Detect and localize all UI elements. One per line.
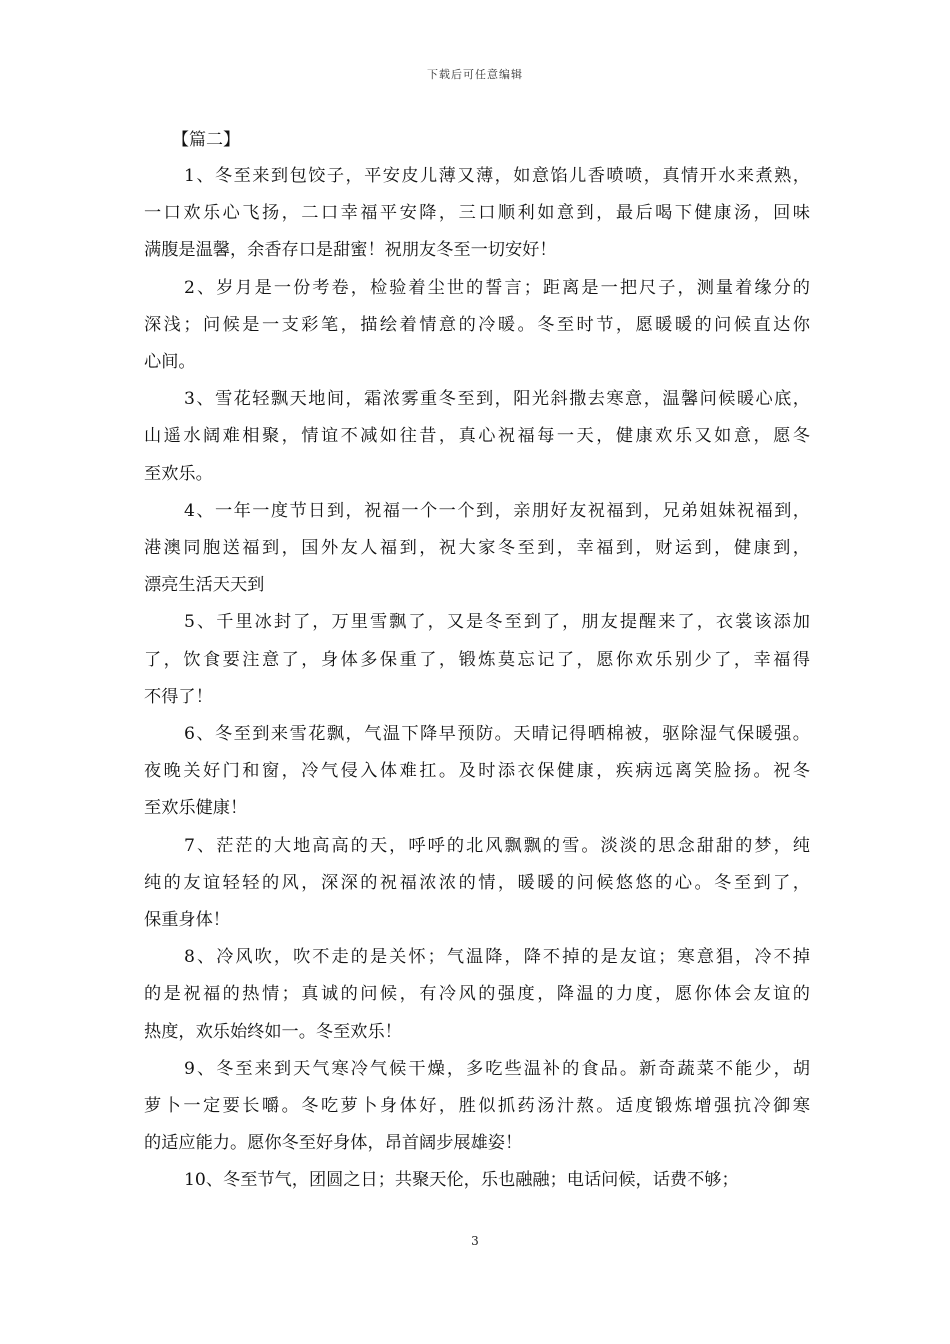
paragraph-line: 心间。: [144, 352, 196, 373]
paragraph-list: [144, 158, 810, 1200]
paragraph-line: 萝卜一定要长嚼。冬吃萝卜身体好，胜似抓药汤汁熬。适度锻炼增强抗冷御寒: [144, 1096, 810, 1117]
paragraph-line: 满腹是温馨，余香存口是甜蜜！祝朋友冬至一切安好！: [144, 240, 557, 261]
paragraph-line: 5、千里冰封了，万里雪飘了，又是冬至到了，朋友提醒来了，衣裳该添加: [184, 612, 810, 633]
paragraph: [144, 716, 810, 828]
paragraph-line: 1、冬至来到包饺子，平安皮儿薄又薄，如意馅儿香喷喷，真情开水来煮熟，: [184, 166, 810, 186]
section-title: 【篇二】: [172, 130, 240, 150]
paragraph-line: 山遥水阔难相聚，情谊不减如往昔，真心祝福每一天，健康欢乐又如意，愿冬: [144, 426, 810, 447]
paragraph-line: 4、一年一度节日到，祝福一个一个到，亲朋好友祝福到，兄弟姐妹祝福到，: [184, 500, 810, 521]
paragraph-line: 3、雪花轻飘天地间，霜浓雾重冬至到，阳光斜撒去寒意，温馨问候暖心底，: [184, 389, 810, 410]
paragraph-line: 的是祝福的热情；真诚的问候，有冷风的强度，降温的力度，愿你体会友谊的: [144, 984, 810, 1005]
paragraph: [144, 493, 810, 605]
paragraph-line: 不得了！: [144, 686, 213, 707]
paragraph: [144, 939, 810, 1051]
paragraph-line: 了，饮食要注意了，身体多保重了，锻炼莫忘记了，愿你欢乐别少了，幸福得: [144, 649, 810, 670]
paragraph-line: 漂亮生活天天到: [144, 575, 265, 596]
paragraph: [144, 158, 810, 270]
paragraph: [144, 270, 810, 382]
paragraph: [144, 381, 810, 493]
paragraph-line: 9、冬至来到天气寒冷气候干燥，多吃些温补的食品。新奇蔬菜不能少，胡: [184, 1058, 810, 1079]
paragraph-line: 6、冬至到来雪花飘，气温下降早预防。天晴记得晒棉被，驱除湿气保暖强。: [184, 724, 810, 745]
paragraph-line: 至欢乐健康！: [144, 798, 248, 819]
paragraph-line: 7、茫茫的大地高高的天，呼呼的北风飘飘的雪。淡淡的思念甜甜的梦，纯: [184, 835, 810, 856]
paragraph: [144, 1162, 810, 1199]
page-header: 下载后可任意编辑: [427, 68, 523, 81]
paragraph: [144, 828, 810, 940]
paragraph-line: 保重身体！: [144, 910, 230, 931]
paragraph-line: 10、冬至节气，团圆之日；共聚天伦，乐也融融；电话问候，话费不够；: [184, 1170, 739, 1191]
paragraph: [144, 604, 810, 716]
paragraph-line: 2、岁月是一份考卷，检验着尘世的誓言；距离是一把尺子，测量着缘分的: [184, 277, 810, 298]
page-number: 3: [471, 1234, 479, 1248]
document-body: [144, 122, 810, 1200]
paragraph-line: 深浅；问候是一支彩笔，描绘着情意的冷暖。冬至时节，愿暖暖的问候直达你: [144, 314, 810, 335]
paragraph-line: 的适应能力。愿你冬至好身体，昂首阔步展雄姿！: [144, 1133, 523, 1154]
paragraph-line: 夜晚关好门和窗，冷气侵入体难扛。及时添衣保健康，疾病远离笑脸扬。祝冬: [144, 761, 810, 782]
paragraph-line: 纯的友谊轻轻的风，深深的祝福浓浓的情，暖暖的问候悠悠的心。冬至到了，: [144, 872, 810, 893]
paragraph-line: 一口欢乐心飞扬，二口幸福平安降，三口顺利如意到，最后喝下健康汤，回味: [144, 203, 810, 224]
paragraph-line: 热度，欢乐始终如一。冬至欢乐！: [144, 1021, 402, 1042]
paragraph-line: 至欢乐。: [144, 463, 213, 484]
paragraph: [144, 1051, 810, 1163]
paragraph-line: 港澳同胞送福到，国外友人福到，祝大家冬至到，幸福到，财运到，健康到，: [144, 538, 810, 559]
paragraph-line: 8、冷风吹，吹不走的是关怀；气温降，降不掉的是友谊；寒意猖，冷不掉: [184, 947, 810, 968]
